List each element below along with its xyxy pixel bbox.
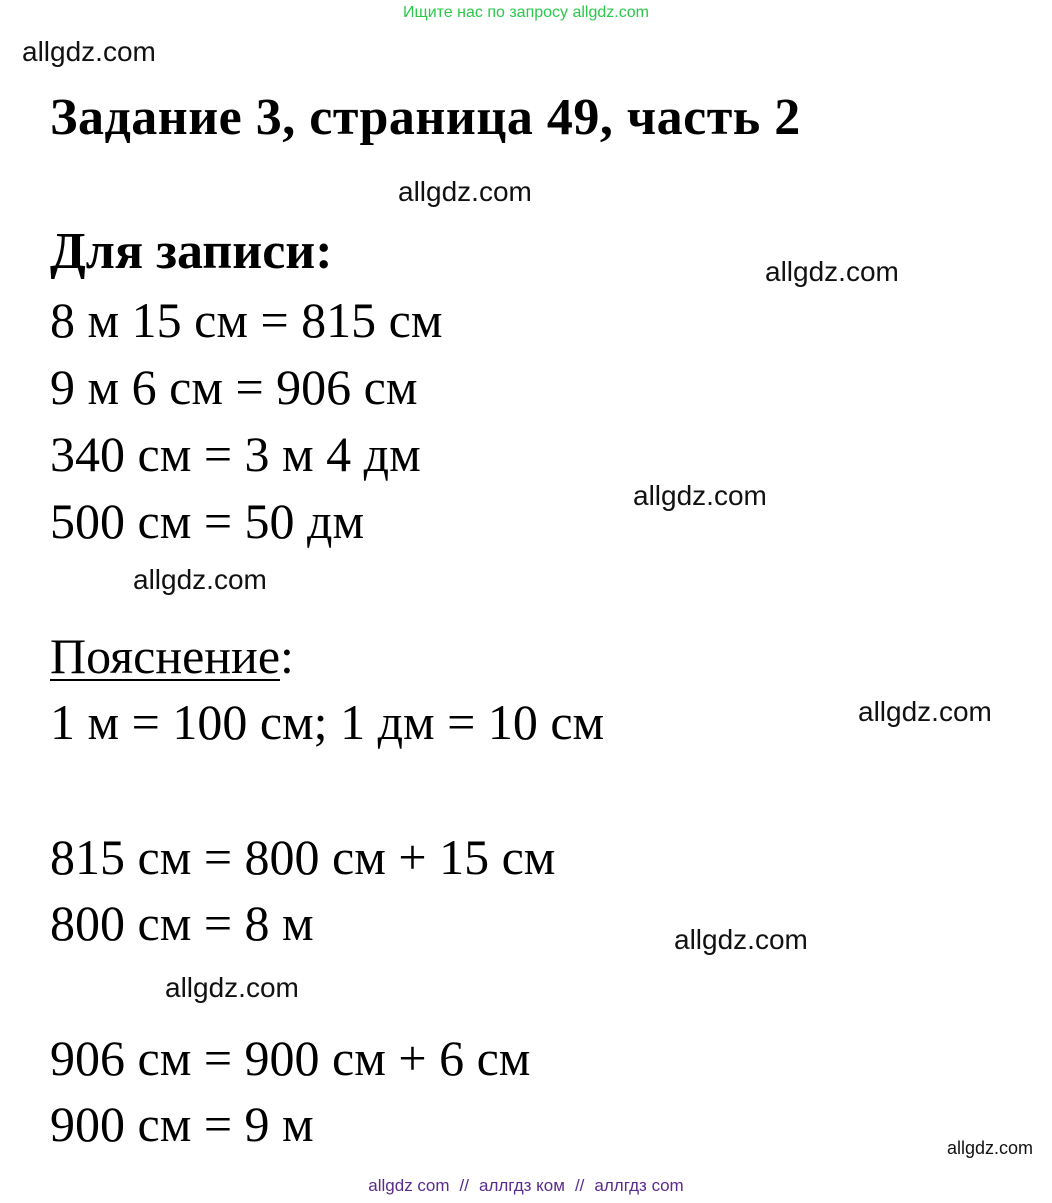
footer-separator: // xyxy=(574,1176,585,1195)
footer-link[interactable]: allgdz com xyxy=(368,1176,450,1195)
watermark: allgdz.com xyxy=(633,480,767,511)
record-heading: Для записи: xyxy=(50,223,333,280)
explanation-line: 900 см = 9 м xyxy=(50,1096,314,1152)
record-line: 500 см = 50 дм xyxy=(50,493,365,549)
explanation-heading xyxy=(50,626,294,686)
watermark: allgdz.com xyxy=(858,696,992,727)
explanation-colon: : xyxy=(280,628,294,684)
top-banner: Ищите нас по запросу allgdz.com xyxy=(403,4,649,21)
watermark: allgdz.com xyxy=(165,972,299,1003)
page-title: Задание 3, страница 49, часть 2 xyxy=(50,89,801,146)
explanation-line: 800 см = 8 м xyxy=(50,895,314,951)
watermark: allgdz.com xyxy=(133,564,267,595)
footer-separator: // xyxy=(459,1176,469,1195)
explanation-line: 906 см = 900 см + 6 см xyxy=(50,1030,531,1086)
record-line: 340 см = 3 м 4 дм xyxy=(50,426,421,482)
watermark: allgdz.com xyxy=(22,36,156,67)
watermark: allgdz.com xyxy=(674,924,808,955)
watermark: allgdz.com xyxy=(947,1138,1034,1158)
footer xyxy=(0,1176,1052,1196)
watermark: allgdz.com xyxy=(765,256,899,287)
footer-link[interactable]: аллгдз com xyxy=(594,1176,684,1195)
explanation-heading-text: Пояснение xyxy=(50,628,281,684)
explanation-line: 815 см = 800 см + 15 см xyxy=(50,829,556,885)
record-line: 9 м 6 см = 906 см xyxy=(50,359,418,415)
footer-link[interactable]: аллгдз ком xyxy=(479,1176,565,1195)
units-line: 1 м = 100 см; 1 дм = 10 см xyxy=(50,694,605,750)
watermark: allgdz.com xyxy=(398,176,532,207)
record-line: 8 м 15 см = 815 см xyxy=(50,292,443,348)
